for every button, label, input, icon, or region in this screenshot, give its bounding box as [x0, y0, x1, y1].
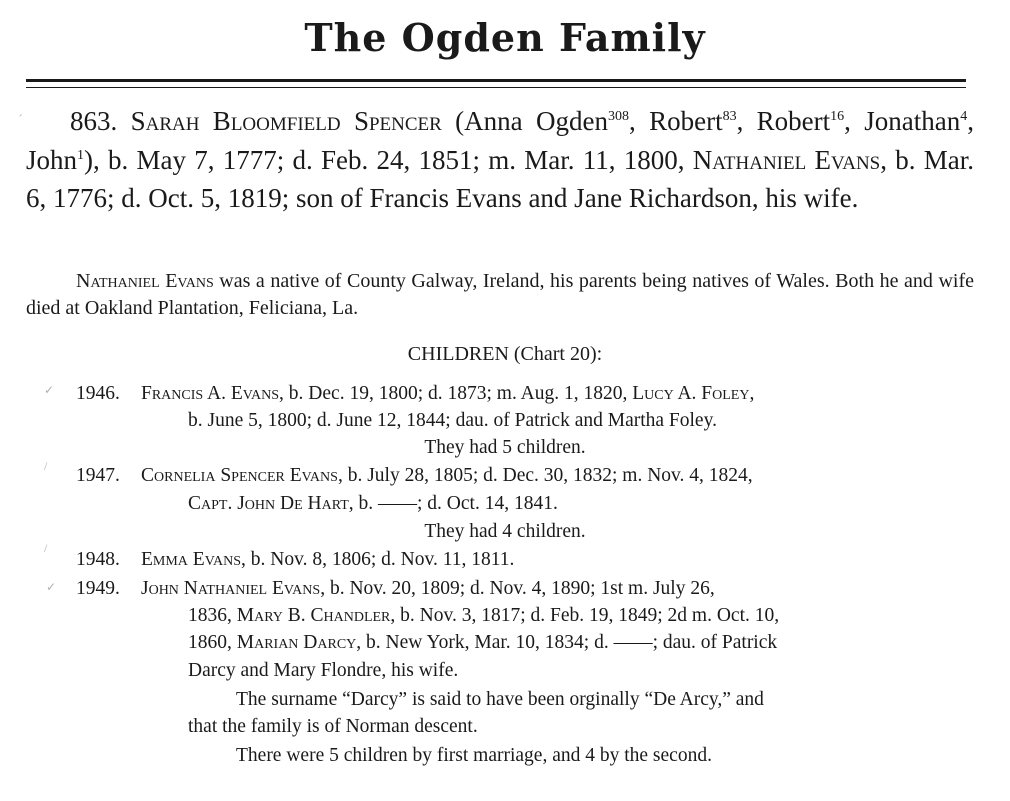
header-rule-thin [26, 87, 966, 88]
main-entry: 863. Sarah Bloomfield Spencer (Anna Ogden$^{308}$, Robert$^{83}$, Robert$^{16}$, Jonathan$^4$, John$^1$), b. May 7, 1777; d. Feb. 24, 1851; m. Mar. 11, 1800, Nathaniel Evans, b. Mar. 6, 1776; d. Oct. 5, 1819; son of Francis Evans and Jane Richardson, his wife. [26, 106, 974, 213]
header-rule-thick [26, 79, 966, 82]
entry-spouse-name: Nathaniel Evans [692, 144, 881, 175]
margin-tick-mark: ˊ [17, 113, 23, 127]
biographical-note: Nathaniel Evans was a native of County Galway, Ireland, his parents being natives of Wales. Both he and wife died at Oakland Plantation, Feliciana, La. [26, 270, 974, 319]
children-count-note: They had 4 children. [424, 521, 586, 542]
margin-tick-mark: / [44, 541, 48, 555]
marriage-children-note: There were 5 children by first marriage, and 4 by the second. [236, 745, 712, 766]
children-heading: CHILDREN (Chart 20): [407, 343, 603, 365]
entry-number: 863. [70, 106, 118, 136]
margin-tick-mark: ✓ [46, 580, 57, 594]
margin-tick-mark: / [44, 459, 48, 473]
margin-tick-mark: ✓ [44, 383, 55, 397]
page-title: The Ogden Family [304, 15, 706, 60]
children-count-note: They had 5 children. [424, 437, 586, 458]
entry-name: Sarah Bloomfield Spencer [130, 106, 442, 136]
surname-note: The surname “Darcy” is said to have been orginally “De Arcy,” and [236, 689, 764, 710]
